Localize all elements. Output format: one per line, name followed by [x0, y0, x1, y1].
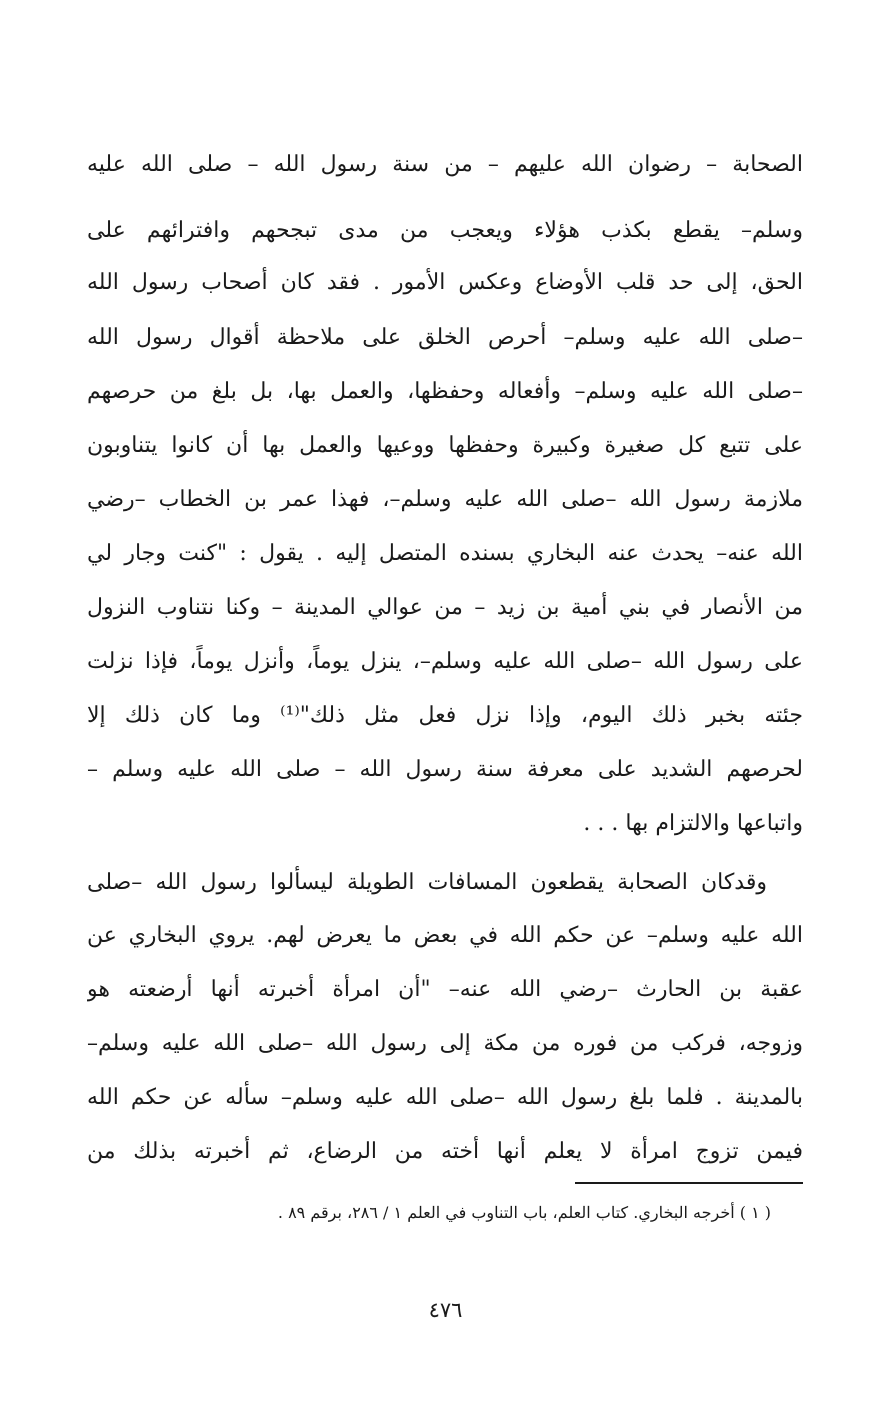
paragraph-2-line-4: وزوجه، فركب من فوره من مكة إلى رسول الله –صلى الله عليه وسلم– — [87, 1031, 803, 1056]
paragraph-2-line-2: الله عليه وسلم– عن حكم الله في بعض ما يعرض لهم. يروي البخاري عن — [87, 923, 803, 948]
paragraph-1-line-10: على رسول الله –صلى الله عليه وسلم–، ينزل يوماً، وأنزل يوماً، فإذا نزلت — [87, 649, 803, 674]
paragraph-2-line-3: عقبة بن الحارث –رضي الله عنه– "أن امرأة أخبرته أنها أرضعته هو — [87, 977, 803, 1002]
page-number: ٤٧٦ — [428, 1298, 463, 1322]
paragraph-1-line-2: وسلم– يقطع بكذب هؤلاء ويعجب من مدى تبجحهم وافترائهم على — [87, 218, 803, 243]
paragraph-2-line-1: وقدكان الصحابة يقطعون المسافات الطويلة ليسألوا رسول الله –صلى — [87, 870, 767, 895]
paragraph-1-line-12: لحرصهم الشديد على معرفة سنة رسول الله – صلى الله عليه وسلم – — [87, 757, 803, 782]
paragraph-2-line-5: بالمدينة . فلما بلغ رسول الله –صلى الله عليه وسلم– سأله عن حكم الله — [87, 1085, 803, 1110]
paragraph-1-line-8: الله عنه– يحدث عنه البخاري بسنده المتصل إليه . يقول : "كنت وجار لي — [87, 541, 803, 566]
paragraph-1-line-9: من الأنصار في بني أمية بن زيد – من عوالي المدينة – وكنا نتناوب النزول — [87, 595, 803, 620]
paragraph-1-line-5: –صلى الله عليه وسلم– وأفعاله وحفظها، والعمل بها، بل بلغ من حرصهم — [87, 379, 803, 404]
paragraph-1-line-4: –صلى الله عليه وسلم– أحرص الخلق على ملاحظة أقوال رسول الله — [87, 325, 803, 350]
paragraph-1-line-6: على تتبع كل صغيرة وكبيرة وحفظها ووعيها والعمل بها أن كانوا يتناوبون — [87, 433, 803, 458]
paragraph-1-line-3: الحق، إلى حد قلب الأوضاع وعكس الأمور . فقد كان أصحاب رسول الله — [87, 270, 803, 295]
paragraph-1-line-1: الصحابة – رضوان الله عليهم – من سنة رسول الله – صلى الله عليه — [87, 152, 803, 177]
paragraph-1-line-13: واتباعها والالتزام بها . . . — [583, 811, 803, 836]
paragraph-2-line-6: فيمن تزوج امرأة لا يعلم أنها أخته من الرضاع، ثم أخبرته بذلك من — [87, 1139, 803, 1164]
footnote-separator — [575, 1182, 803, 1184]
paragraph-1-line-7: ملازمة رسول الله –صلى الله عليه وسلم–، فهذا عمر بن الخطاب –رضي — [87, 487, 803, 512]
paragraph-1-line-11: جئته بخبر ذلك اليوم، وإذا نزل فعل مثل ذلك"⁽¹⁾ وما كان ذلك إلا — [87, 703, 803, 728]
footnote: ( ١ ) أخرجه البخاري. كتاب العلم، باب التناوب في العلم ١ / ٢٨٦، برقم ٨٩ . — [277, 1203, 771, 1222]
